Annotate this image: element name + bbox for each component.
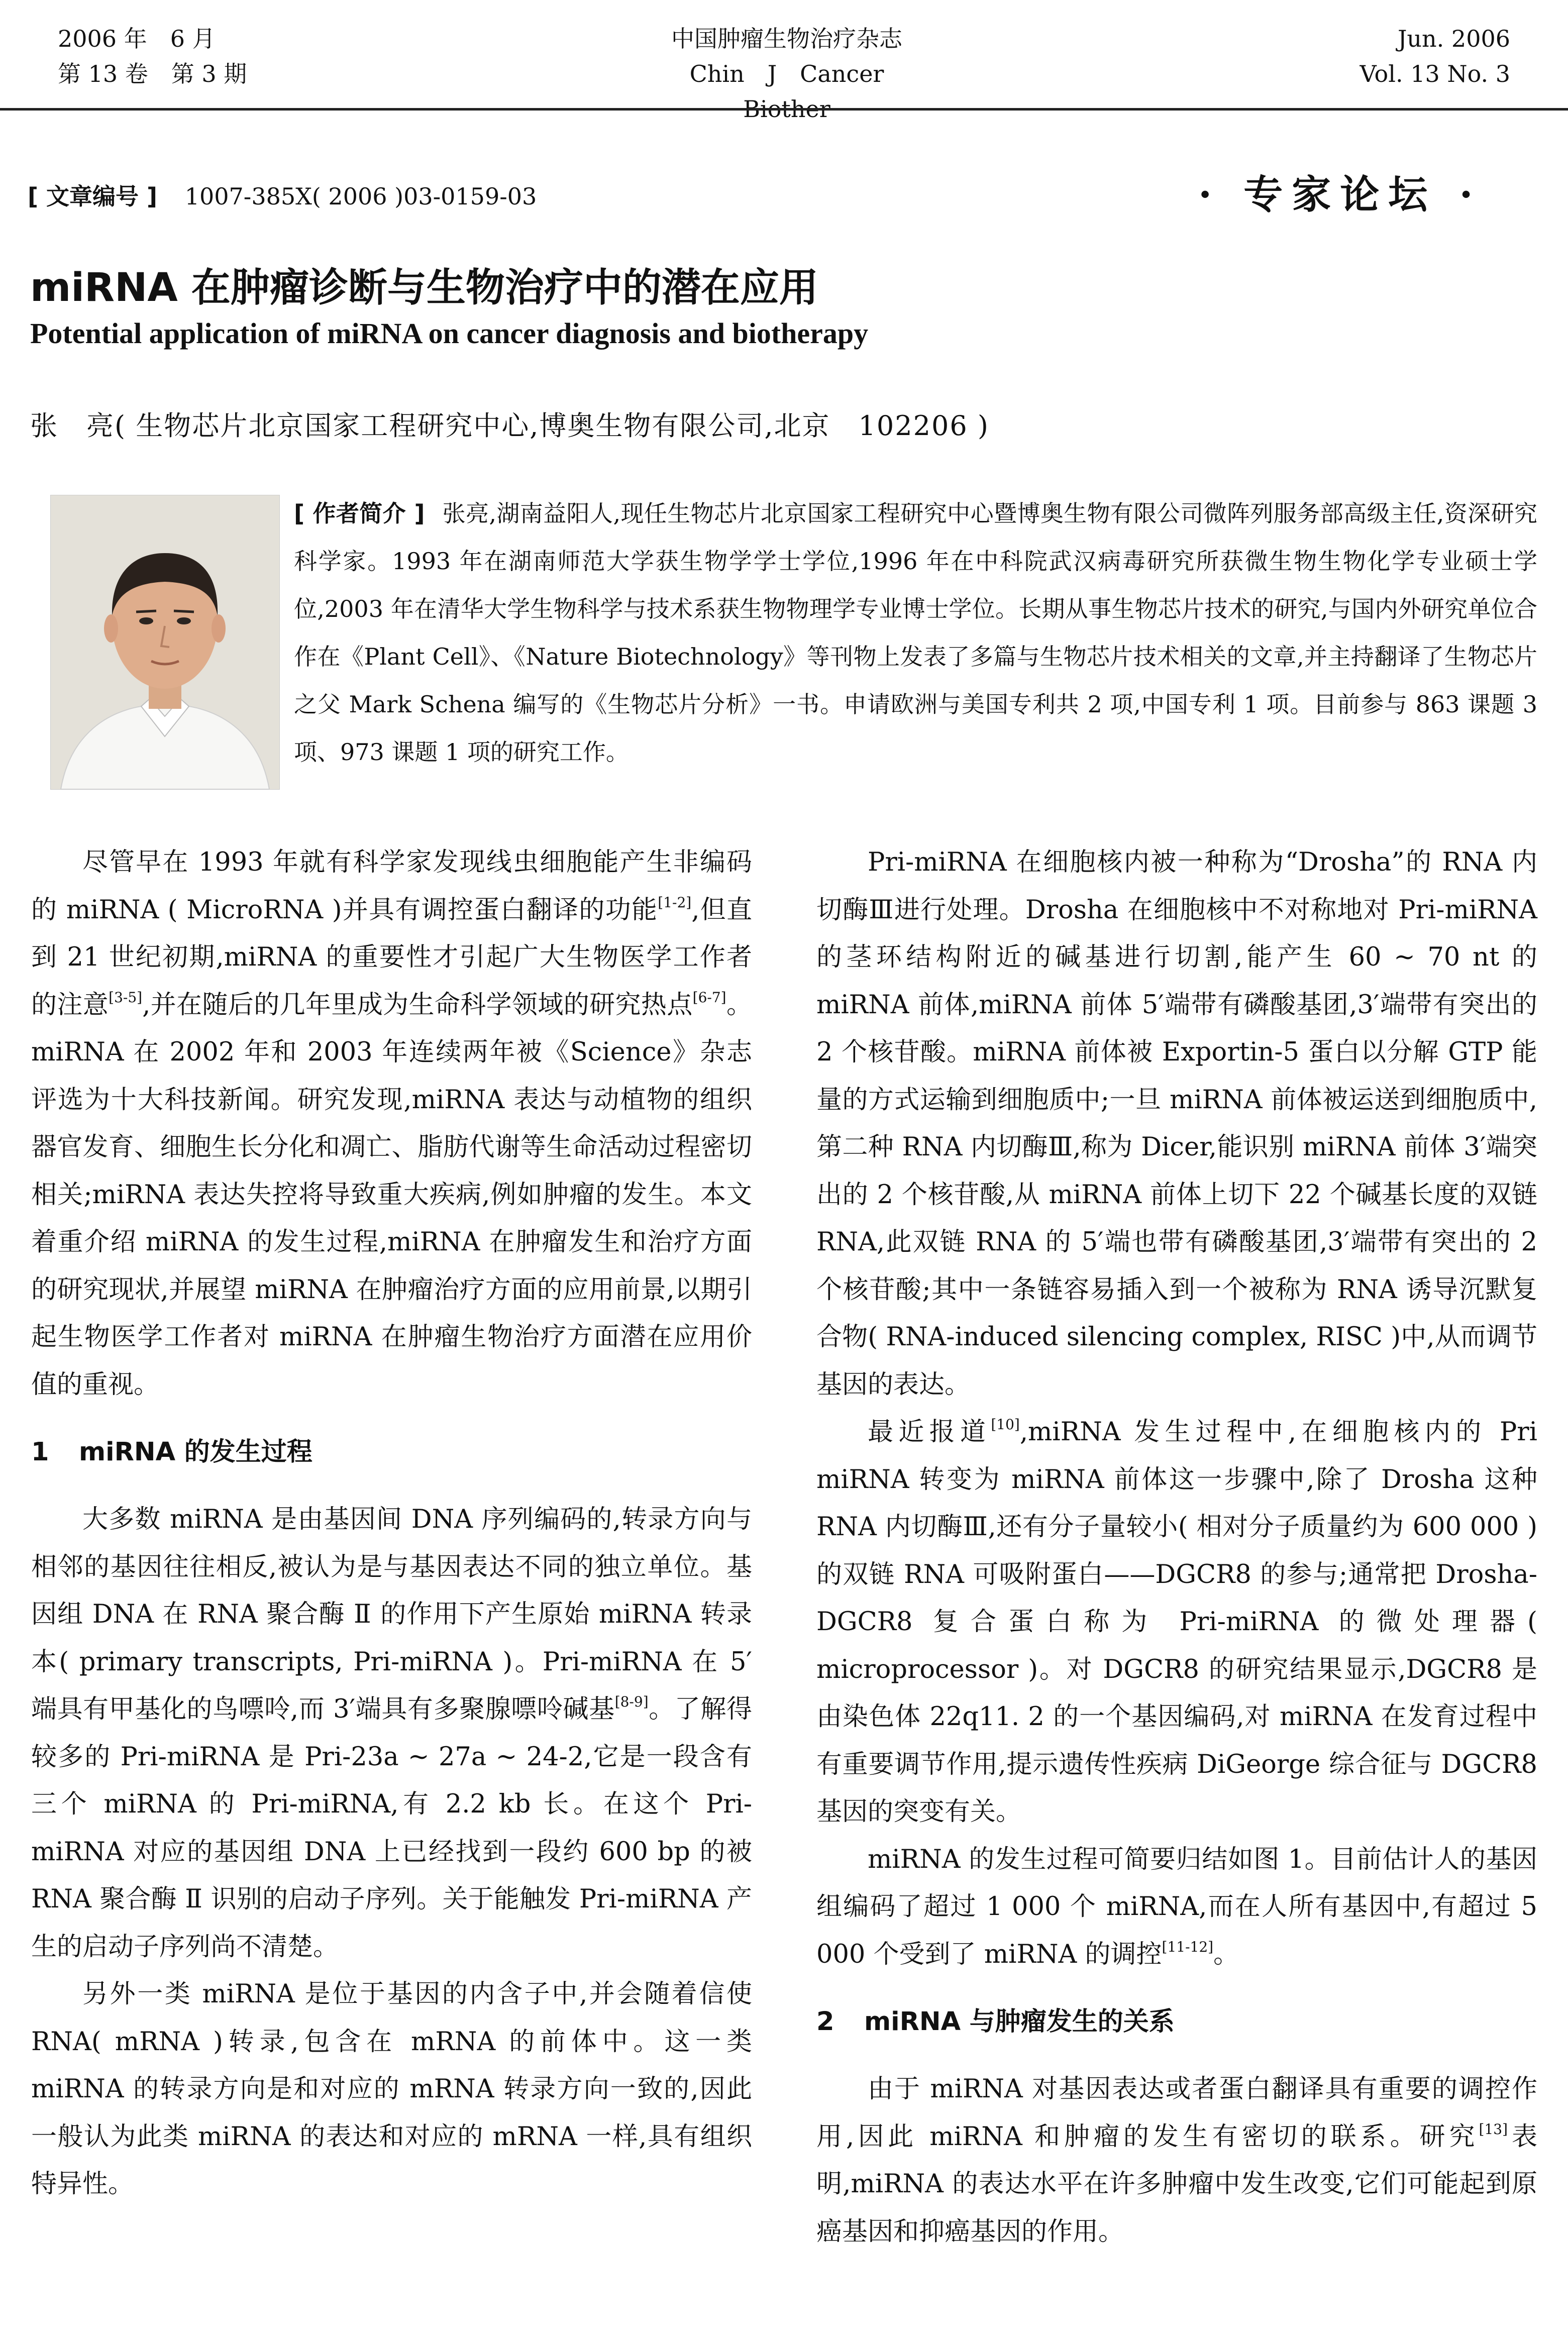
volume-issue: 第 13 卷 第 3 期 bbox=[58, 60, 247, 87]
s1p1-text-1: 大多数 miRNA 是由基因间 DNA 序列编码的,转录方向与相邻的基因往往相反,被认为是与基因表达不同的独立单位。基因组 DNA 在 RNA 聚合酶 Ⅱ 的作用下产生原始 miRNA 转录本( primary transcripts, Pri-miRNA )。Pri-miRNA 在 5′端具有甲基化的鸟嘌呤,而 3′端具有多聚腺嘌呤碱基 bbox=[31, 1505, 752, 1724]
citation-10: [10] bbox=[991, 1416, 1020, 1433]
intro-text-2: ,但直到 21 世纪初期,miRNA 的重要性才引起广大生物医学工作者的注意 bbox=[31, 895, 752, 1020]
header-right bbox=[1360, 21, 1510, 91]
section-1-paragraph-1 bbox=[31, 1496, 752, 1971]
citation-13: [13] bbox=[1479, 2120, 1508, 2138]
s1p5-text-1: miRNA 的发生过程可简要归结如图 1。目前估计人的基因组编码了超过 1 000 个 miRNA,而在人所有基因中,有超过 5 000 个受到了 miRNA 的调控 bbox=[816, 1844, 1537, 1969]
author-affiliation: 张 亮( 生物芯片北京国家工程研究中心,博奥生物有限公司,北京 102206 ) bbox=[30, 410, 989, 442]
header-center bbox=[646, 21, 927, 127]
s1p4-text-2: ,miRNA 发生过程中,在细胞核内的 Pri miRNA 转变为 miRNA 前体这一步骤中,除了 Drosha 这种 RNA 内切酶Ⅲ,还有分子量较小( 相对分子质量约为 600 000 )的双链 RNA 可吸附蛋白——DGCR8 的参与;通常把 Drosha-DGCR8 复合蛋白称为 Pri-miRNA 的微处理器( microprocessor )。对 DGCR8 的研究结果显示,DGCR8 是由染色体 22q11. 2 的一个基因编码,对 miRNA 在发育过程中有重要调节作用,提示遗传性疾病 DiGeorge 综合征与 DGCR8 基因的突变有关。 bbox=[816, 1417, 1537, 1827]
issue-date: 2006 年 6 月 bbox=[58, 25, 216, 52]
section-2-heading bbox=[816, 1998, 1537, 2046]
body-left-column bbox=[31, 839, 752, 2208]
body-right-column bbox=[816, 839, 1537, 2256]
citation-8-9: [8-9] bbox=[614, 1693, 649, 1710]
intro-text-3: ,并在随后的几年里成为生命科学领域的研究热点 bbox=[142, 990, 693, 1020]
volume-issue-en: Vol. 13 No. 3 bbox=[1360, 60, 1510, 87]
intro-text-1: 尽管早在 1993 年就有科学家发现线虫细胞能产生非编码的 miRNA ( MicroRNA )并具有调控蛋白翻译的功能 bbox=[31, 847, 752, 925]
intro-text-4: 。miRNA 在 2002 年和 2003 年连续两年被《Science》杂志评选为十大科技新闻。研究发现,miRNA 表达与动植物的组织器官发育、细胞生长分化和凋亡、脂肪代谢等生命活动过程密切相关;miRNA 表达失控将导致重大疾病,例如肿瘤的发生。本文着重介绍 miRNA 的发生过程,miRNA 在肿瘤发生和治疗方面的研究现状,并展望 miRNA 在肿瘤治疗方面的应用前景,以期引起生物医学工作者对 miRNA 在肿瘤生物治疗方面潜在应用价值的重视。 bbox=[31, 990, 752, 1400]
intro-paragraph bbox=[31, 839, 752, 1409]
title-zh: miRNA 在肿瘤诊断与生物治疗中的潜在应用 bbox=[30, 265, 818, 310]
article-number-label: [ 文章编号 ] bbox=[28, 183, 158, 210]
section-1-paragraph-5 bbox=[816, 1836, 1537, 1979]
author-bio-text: 张亮,湖南益阳人,现任生物芯片北京国家工程研究中心暨博奥生物有限公司微阵列服务部高级主任,资深研究科学家。1993 年在湖南师范大学获生物学学士学位,1996 年在中科院武汉病毒研究所获微生物生物化学专业硕士学位,2003 年在清华大学生物科学与技术系获生物物理学专业博士学位。长期从事生物芯片技术的研究,与国内外研究单位合作在《Plant Cell》、《Nature Biotechnology》等刊物上发表了多篇与生物芯片技术相关的文章,并主持翻译了生物芯片之父 Mark Schena 编写的《生物芯片分析》一书。申请欧洲与美国专利共 2 项,中国专利 1 项。目前参与 863 课题 3 项、973 课题 1 项的研究工作。 bbox=[294, 500, 1537, 766]
section-2-paragraph-1 bbox=[816, 2066, 1537, 2256]
citation-1-2: [1-2] bbox=[658, 894, 692, 911]
header-rule bbox=[0, 108, 1568, 111]
article-number bbox=[28, 178, 537, 211]
section-1-title: miRNA 的发生过程 bbox=[79, 1437, 312, 1467]
column-tag: · 专家论坛 · bbox=[1198, 172, 1482, 218]
journal-name-zh: 中国肿瘤生物治疗杂志 bbox=[671, 25, 902, 52]
author-portrait-icon bbox=[51, 495, 279, 789]
article-number-value: 1007-385X( 2006 )03-0159-03 bbox=[184, 183, 537, 210]
author-photo bbox=[50, 495, 280, 790]
author-bio bbox=[294, 490, 1537, 776]
citation-11-12: [11-12] bbox=[1162, 1938, 1214, 1955]
s1p5-text-2: 。 bbox=[1213, 1939, 1239, 1969]
section-2-number: 2 bbox=[816, 2007, 834, 2037]
title-en: Potential application of miRNA on cancer diagnosis and biotherapy bbox=[30, 317, 869, 350]
header-left bbox=[58, 21, 247, 91]
section-2-title: miRNA 与肿瘤发生的关系 bbox=[864, 2007, 1175, 2037]
s1p4-text-1: 最近报道 bbox=[868, 1417, 991, 1447]
section-1-paragraph-2: 另外一类 miRNA 是位于基因的内含子中,并会随着信使 RNA( mRNA )转录,包含在 mRNA 的前体中。这一类 miRNA 的转录方向是和对应的 mRNA 转录方向一致的,因此一般认为此类 miRNA 的表达和对应的 mRNA 一样,具有组织特异性。 bbox=[31, 1979, 752, 2199]
s1p1-text-2: 。了解得较多的 Pri-miRNA 是 Pri-23a ~ 27a ~ 24-2,它是一段含有三个 miRNA 的 Pri-miRNA,有 2.2 kb 长。在这个 Pri-miRNA 对应的基因组 DNA 上已经找到一段约 600 bp 的被 RNA 聚合酶 Ⅱ 识别的启动子序列。关于能触发 Pri-miRNA 产生的启动子序列尚不清楚。 bbox=[31, 1694, 752, 1962]
journal-name-en: Chin J Cancer Biother bbox=[689, 60, 907, 123]
section-1-paragraph-4 bbox=[816, 1409, 1537, 1836]
issue-date-en: Jun. 2006 bbox=[1397, 25, 1510, 52]
section-1-number: 1 bbox=[31, 1437, 49, 1467]
citation-6-7: [6-7] bbox=[692, 989, 726, 1006]
s2p1-text-2: 表明,miRNA 的表达水平在许多肿瘤中发生改变,它们可能起到原癌基因和抑癌基因的作用。 bbox=[816, 2121, 1537, 2247]
section-1-paragraph-3: Pri-miRNA 在细胞核内被一种称为“Drosha”的 RNA 内切酶Ⅲ进行处理。Drosha 在细胞核中不对称地对 Pri-miRNA 的茎环结构附近的碱基进行切割,能产生 60 ~ 70 nt 的 miRNA 前体,miRNA 前体 5′端带有磷酸基团,3′端带有突出的 2 个核苷酸。miRNA 前体被 Exportin-5 蛋白以分解 GTP 能量的方式运输到细胞质中;一旦 miRNA 前体被运送到细胞质中,第二种 RNA 内切酶Ⅲ,称为 Dicer,能识别 miRNA 前体 3′端突出的 2 个核苷酸,从 miRNA 前体上切下 22 个碱基长度的双链 RNA,此双链 RNA 的 5′端也带有磷酸基团,3′端带有突出的 2 个核苷酸;其中一条链容易插入到一个被称为 RNA 诱导沉默复合物( RNA-induced silencing complex, RISC )中,从而调节基因的表达。 bbox=[816, 847, 1537, 1400]
citation-3-5: [3-5] bbox=[109, 989, 143, 1006]
section-1-heading bbox=[31, 1429, 752, 1476]
author-bio-label: [ 作者简介 ] bbox=[294, 500, 425, 527]
s2p1-text-1: 由于 miRNA 对基因表达或者蛋白翻译具有重要的调控作用,因此 miRNA 和肿瘤的发生有密切的联系。研究 bbox=[816, 2074, 1537, 2152]
